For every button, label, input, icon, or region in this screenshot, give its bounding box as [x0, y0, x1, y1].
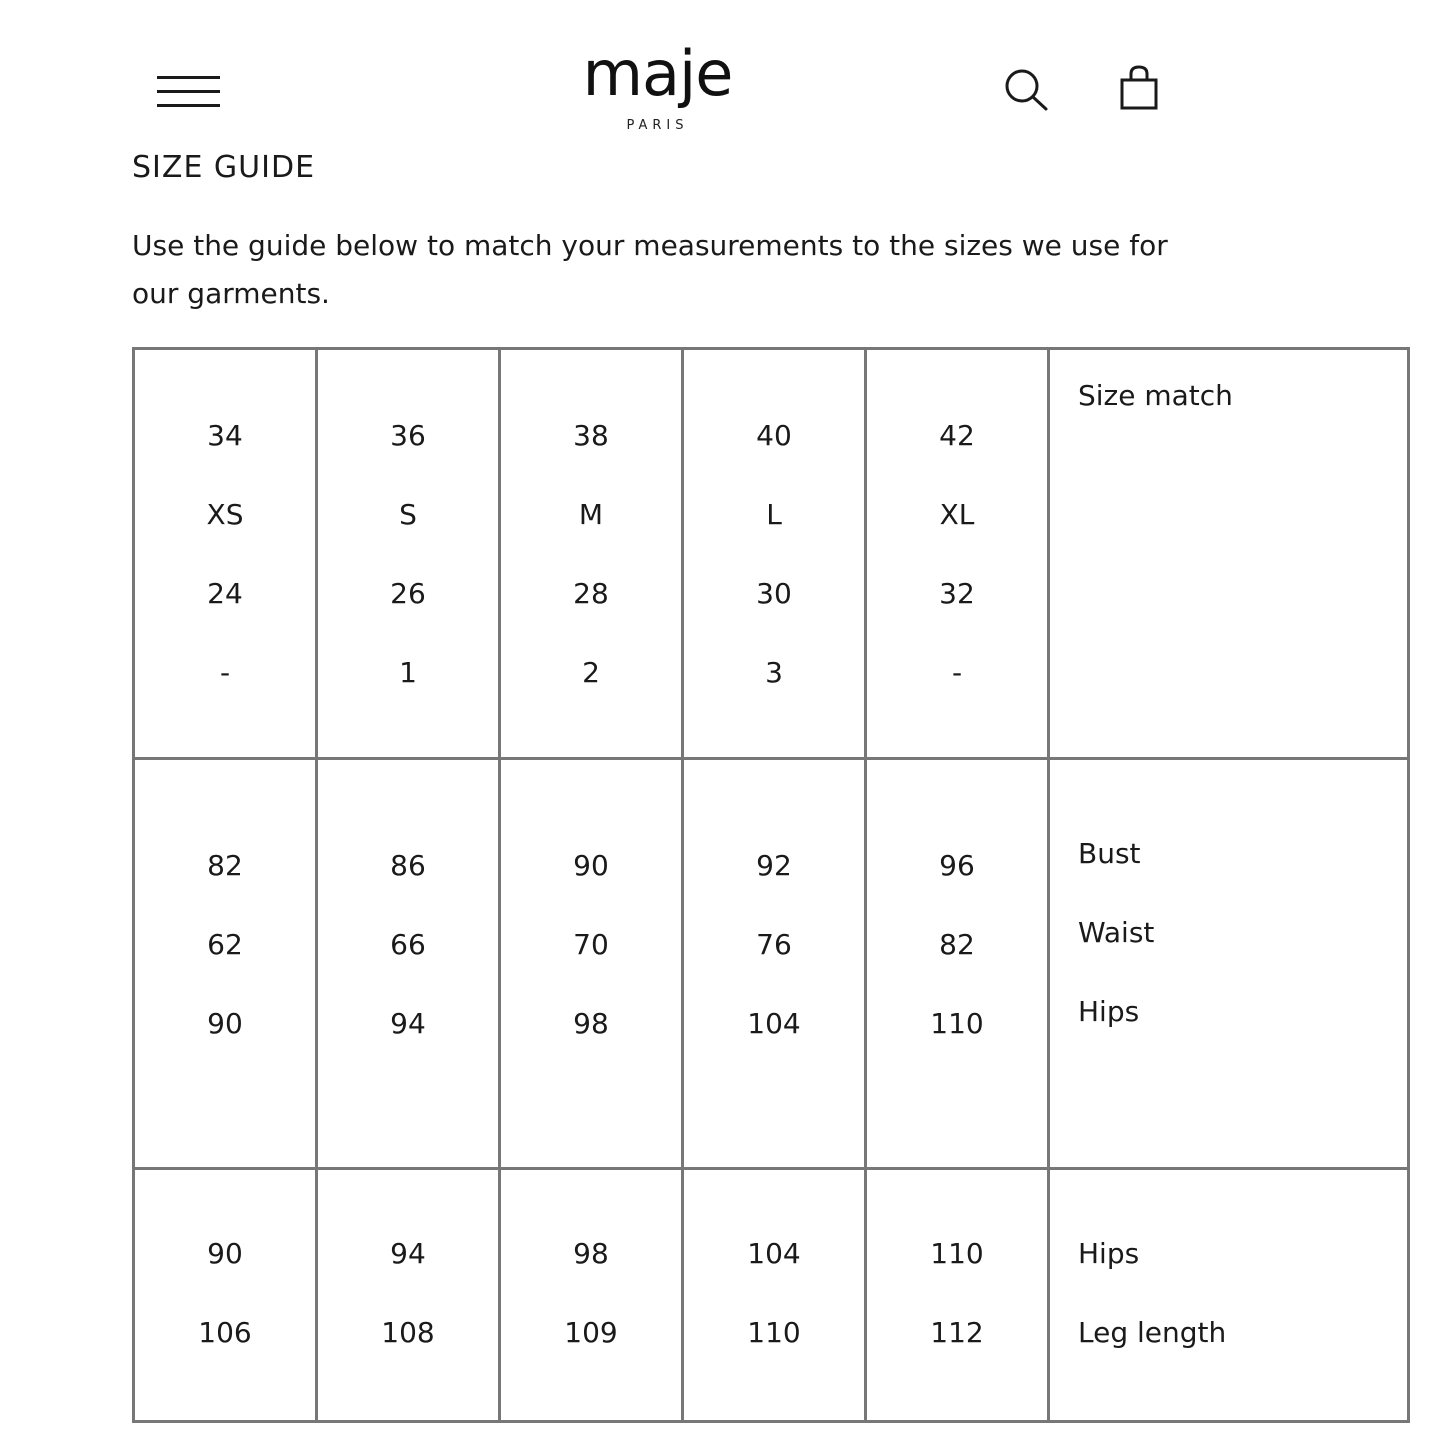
search-button[interactable] [1002, 66, 1052, 112]
label-cell [1050, 350, 1407, 760]
measurement-cell [318, 760, 501, 1170]
size-cell [318, 350, 501, 760]
measurement-cell [867, 1170, 1050, 1420]
measurement-cell [684, 1170, 867, 1420]
size-cell [684, 350, 867, 760]
label-cell [1050, 760, 1407, 1170]
size-value: XS [206, 498, 244, 531]
measurement-value: 104 [747, 1007, 801, 1040]
measurement-value: 98 [573, 1007, 609, 1040]
measurement-value: 110 [930, 1237, 984, 1270]
size-value: 30 [756, 577, 792, 610]
size-value: S [399, 498, 417, 531]
size-value: XL [939, 498, 975, 531]
measurement-value: 104 [747, 1237, 801, 1270]
measurement-value: 112 [930, 1316, 984, 1349]
measurement-cell [135, 760, 318, 1170]
size-value: L [766, 498, 782, 531]
measurement-cell [135, 1170, 318, 1420]
measurement-value: 86 [390, 849, 426, 882]
size-value: 32 [939, 577, 975, 610]
intro-text: Use the guide below to match your measurements to the sizes we use for our garments. [132, 229, 1168, 310]
row-label: Hips [1078, 995, 1140, 1028]
measurement-cell [867, 760, 1050, 1170]
cart-button[interactable] [1118, 64, 1162, 112]
label-cell [1050, 1170, 1407, 1420]
measurement-cell [501, 760, 684, 1170]
row-label: Bust [1078, 837, 1141, 870]
measurement-value: 94 [390, 1237, 426, 1270]
row-label: Leg length [1078, 1316, 1227, 1349]
measurement-value: 82 [939, 928, 975, 961]
page-title: SIZE GUIDE [132, 150, 316, 185]
size-guide-table [132, 347, 1410, 1423]
size-value: 28 [573, 577, 609, 610]
size-value: - [219, 656, 231, 689]
measurement-cell [501, 1170, 684, 1420]
measurement-value: 109 [564, 1316, 618, 1349]
measurement-cell [318, 1170, 501, 1420]
measurement-value: 106 [198, 1316, 252, 1349]
row-label: Waist [1078, 916, 1155, 949]
size-value: 36 [390, 419, 426, 452]
measurement-value: 108 [381, 1316, 435, 1349]
measurement-value: 94 [390, 1007, 426, 1040]
brand-name: maje [582, 37, 733, 110]
size-cell [135, 350, 318, 760]
shopping-bag-icon [1118, 64, 1162, 112]
search-icon [1002, 66, 1052, 112]
row-label: Size match [1078, 379, 1233, 412]
measurement-value: 76 [756, 928, 792, 961]
row-label: Hips [1078, 1237, 1140, 1270]
size-value: 26 [390, 577, 426, 610]
measurement-value: 66 [390, 928, 426, 961]
measurement-value: 90 [207, 1007, 243, 1040]
size-value: - [951, 656, 963, 689]
measurement-value: 92 [756, 849, 792, 882]
measurement-value: 70 [573, 928, 609, 961]
measurement-value: 110 [747, 1316, 801, 1349]
size-value: 40 [756, 419, 792, 452]
size-value: 3 [765, 656, 783, 689]
size-cell [867, 350, 1050, 760]
size-value: 2 [582, 656, 600, 689]
measurement-value: 110 [930, 1007, 984, 1040]
measurement-value: 90 [207, 1237, 243, 1270]
measurement-value: 98 [573, 1237, 609, 1270]
size-value: 34 [207, 419, 243, 452]
size-value: 38 [573, 419, 609, 452]
size-value: 24 [207, 577, 243, 610]
brand-subtitle: PARIS [626, 118, 689, 133]
size-value: 42 [939, 419, 975, 452]
measurement-cell [684, 760, 867, 1170]
measurement-value: 90 [573, 849, 609, 882]
size-value: 1 [399, 656, 417, 689]
size-value: M [578, 498, 604, 531]
measurement-value: 96 [939, 849, 975, 882]
measurement-value: 62 [207, 928, 243, 961]
size-cell [501, 350, 684, 760]
measurement-value: 82 [207, 849, 243, 882]
